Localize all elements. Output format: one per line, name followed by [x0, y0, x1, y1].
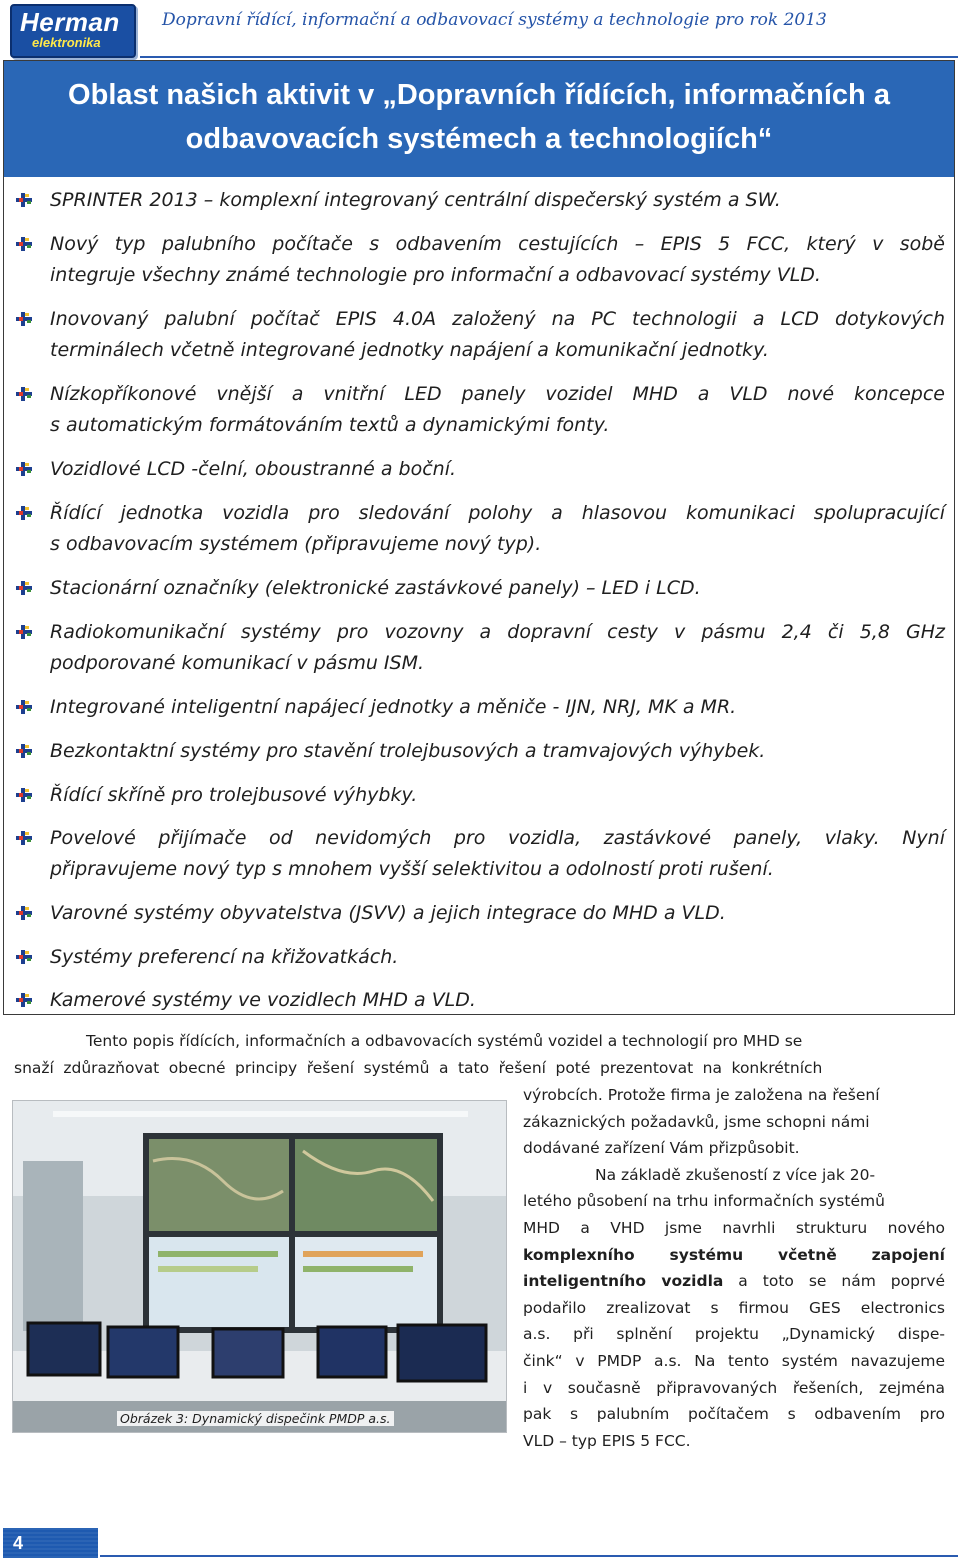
activity-list-item [50, 379, 945, 441]
text-line: výrobcích. Protože firma je založena na řešení [523, 1086, 880, 1104]
bullet-icon [14, 310, 36, 328]
section-banner [4, 61, 954, 177]
intro-line: snaží zdůrazňovat obecné principy řešení systémů a tato řešení poté prezentovat na konkrétních [14, 1058, 823, 1077]
bullet-icon [14, 191, 36, 209]
activity-list-item [50, 304, 945, 366]
activity-line: Vozidlové LCD -čelní, oboustranné a boční. [50, 458, 457, 480]
activity-list-item [50, 617, 945, 679]
activity-line: Kamerové systémy ve vozidlech MHD a VLD. [50, 989, 476, 1011]
activity-list-item [50, 498, 945, 560]
bullet-icon [14, 579, 36, 597]
text-line-bold: komplexního systému včetně zapojení [523, 1245, 945, 1264]
activity-line: Systémy preferencí na křižovatkách. [50, 946, 399, 968]
activity-list-item [50, 780, 945, 811]
activity-list-item [50, 229, 945, 291]
activity-line: s odbavovacím systémem (připravujeme nový typ). [50, 533, 542, 555]
activity-line: Řídící skříně pro trolejbusové výhybky. [50, 784, 418, 806]
bullet-icon [14, 948, 36, 966]
activity-line: Nízkopříkonové vnější a vnitřní LED panely vozidel MHD a VLD nové koncepce [50, 383, 945, 405]
activity-list-item [50, 985, 945, 1016]
dispatch-room-illustration [13, 1101, 507, 1433]
bullet-icon [14, 235, 36, 253]
activity-line: Řídící jednotka vozidla pro sledování polohy a hlasovou komunikaci spolupracující [50, 502, 945, 524]
text-line: podařilo zrealizovat s firmou GES electronics [523, 1298, 945, 1317]
banner-title-line-2: odbavovacích systémech a technologiích“ [185, 123, 773, 155]
dispatch-center-photo [12, 1100, 507, 1433]
bullet-icon [14, 385, 36, 403]
text-line: zákaznických požadavků, jsme schopni námi [523, 1112, 870, 1131]
text-line: letého působení na trhu informačních systémů [523, 1192, 885, 1211]
logo-text-elektronika: elektronika [32, 35, 101, 50]
bullet-icon [14, 698, 36, 716]
activity-line: s automatickým formátováním textů a dynamickými fonty. [50, 414, 610, 436]
footer-divider [100, 1555, 958, 1557]
bold-phrase: inteligentního vozidla [523, 1272, 724, 1291]
text-line: a.s. při splnění projektu „Dynamický dispe- [523, 1325, 945, 1344]
text-line: VLD – typ EPIS 5 FCC. [523, 1431, 691, 1450]
header-divider [140, 56, 958, 58]
activity-line: SPRINTER 2013 – komplexní integrovaný centrální dispečerský systém a SW. [50, 189, 781, 211]
right-column-text [523, 1082, 945, 1454]
bullet-icon [14, 786, 36, 804]
intro-paragraph [14, 1028, 944, 1081]
activity-line: Povelové přijímače od nevidomých pro vozidla, zastávkové panely, vlaky. Nyní [50, 827, 945, 849]
activity-list-item [50, 573, 945, 604]
activity-line: terminálech včetně integrované jednotky napájení a komunikační jednotky. [50, 339, 769, 361]
activity-list-item [50, 823, 945, 885]
banner-title-line-1: Oblast našich aktivit v „Dopravních řídících, informačních a [68, 79, 890, 111]
activity-line: Radiokomunikační systémy pro vozovny a dopravní cesty v pásmu 2,4 či 5,8 GHz [50, 621, 945, 643]
text-line: MHD a VHD jsme navrhli strukturu nového [523, 1218, 945, 1237]
activity-line: podporované komunikací v pásmu ISM. [50, 652, 425, 674]
photo-caption: Obrázek 3: Dynamický dispečink PMDP a.s. [117, 1411, 394, 1426]
text-line: pak s palubním počítačem s odbavením pro [523, 1405, 945, 1424]
running-header-title: Dopravní řídící, informační a odbavovací systémy a technologie pro rok 2013 [162, 10, 827, 30]
activity-list-item [50, 736, 945, 767]
bullet-icon [14, 904, 36, 922]
activity-line: Nový typ palubního počítače s odbavením cestujících – EPIS 5 FCC, který v sobě [50, 233, 945, 255]
bullet-icon [14, 460, 36, 478]
text-line: dodávané zařízení Vám přizpůsobit. [523, 1139, 800, 1158]
activity-line: Inovovaný palubní počítač EPIS 4.0A založený na PC technologii a LCD dotykových [50, 308, 945, 330]
activity-line: Varovné systémy obyvatelstva (JSVV) a jejich integrace do MHD a VLD. [50, 902, 726, 924]
intro-line: Tento popis řídících, informačních a odbavovacích systémů vozidel a technologií pro MHD se [86, 1032, 803, 1050]
logo-text-herman: Herman [20, 7, 120, 37]
text-line: čink“ v PMDP a.s. Na tento systém navazujeme [523, 1351, 945, 1370]
activity-line: připravujeme nový typ s mnohem vyšší selektivitou a odolností proti rušení. [50, 858, 774, 880]
activity-list-item [50, 185, 945, 216]
bullet-icon [14, 504, 36, 522]
activity-line: Integrované inteligentní napájecí jednotky a měniče - IJN, NRJ, MK a MR. [50, 696, 737, 718]
text-fragment: a toto se nám poprvé [723, 1272, 945, 1291]
activity-line: Stacionární označníky (elektronické zastávkové panely) – LED i LCD. [50, 577, 701, 599]
company-logo [10, 4, 136, 58]
activity-list-item [50, 898, 945, 929]
activity-list-item [50, 692, 945, 723]
activity-line: Bezkontaktní systémy pro stavění trolejbusových a tramvajových výhybek. [50, 740, 766, 762]
bullet-icon [14, 829, 36, 847]
activity-list-item [50, 942, 945, 973]
bullet-icon [14, 742, 36, 760]
bullet-icon [14, 991, 36, 1009]
activity-list-item [50, 454, 945, 485]
text-line: Na základě zkušeností z více jak 20- [595, 1165, 876, 1184]
activity-line: integruje všechny známé technologie pro informační a odbavovací systémy VLD. [50, 264, 821, 286]
text-line [523, 1268, 945, 1295]
bullet-icon [14, 623, 36, 641]
page-number-badge: 4 [3, 1528, 98, 1558]
text-line: i v současně připravovaných řešeních, zejména [523, 1378, 945, 1397]
